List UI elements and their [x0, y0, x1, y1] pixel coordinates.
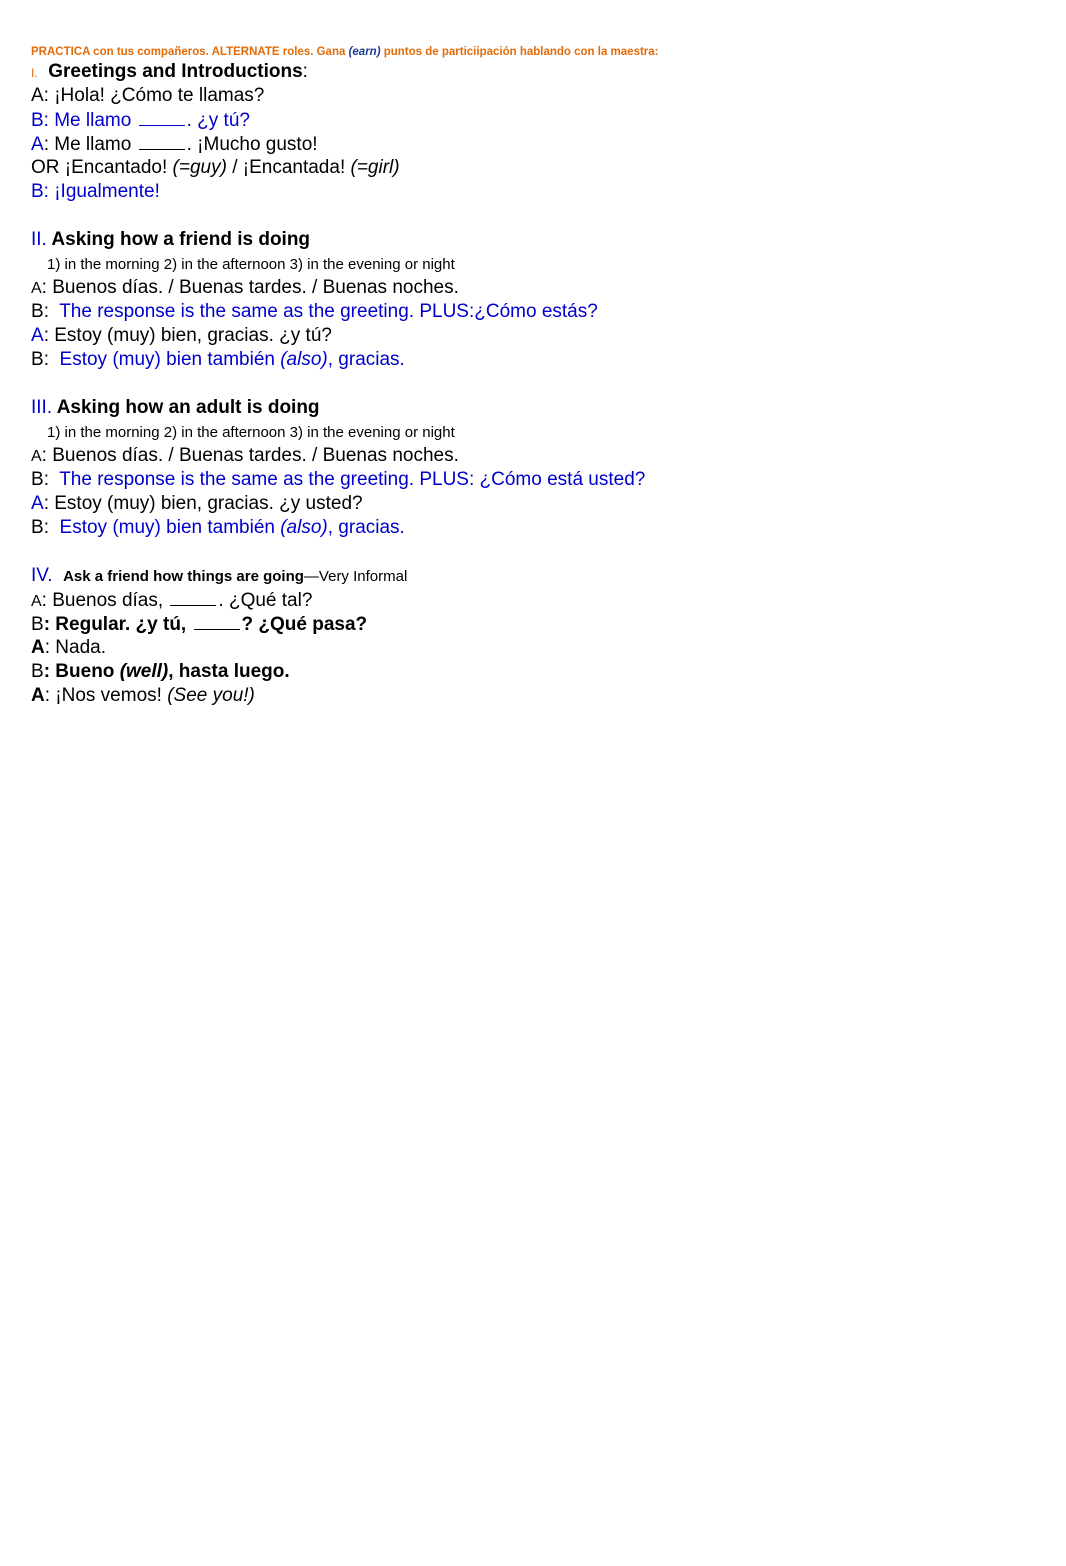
section-1-line-2: B: Me llamo . ¿y tú?	[31, 110, 250, 131]
section-4-line-4: B: Bueno (well), hasta luego.	[31, 661, 290, 682]
section-2-line-2: B: The response is the same as the greeting. PLUS:¿Cómo estás?	[31, 301, 598, 322]
section-4-line-2: B: Regular. ¿y tú, ? ¿Qué pasa?	[31, 614, 368, 635]
section-4-line-1: A: Buenos días, . ¿Qué tal?	[31, 590, 313, 611]
section-2-line-4: B: Estoy (muy) bien también (also), gracias.	[31, 349, 405, 370]
section-3-heading: III. Asking how an adult is doing	[31, 397, 320, 418]
section-2-line-1: A: Buenos días. / Buenas tardes. / Buenas noches.	[31, 277, 459, 298]
fill-blank	[139, 108, 185, 126]
section-3-times: 1) in the morning 2) in the afternoon 3) in the evening or night	[47, 424, 455, 441]
section-3-line-3: A: Estoy (muy) bien, gracias. ¿y usted?	[31, 493, 363, 514]
section-2-line-3: A: Estoy (muy) bien, gracias. ¿y tú?	[31, 325, 332, 346]
fill-blank	[170, 588, 216, 606]
section-4-line-3: A: Nada.	[31, 637, 106, 658]
section-2-times: 1) in the morning 2) in the afternoon 3) in the evening or night	[47, 256, 455, 273]
section-1-heading: I. Greetings and Introductions:	[31, 61, 308, 82]
section-4-heading: IV. Ask a friend how things are going—Very Informal	[31, 565, 408, 586]
section-3-line-4: B: Estoy (muy) bien también (also), gracias.	[31, 517, 405, 538]
section-2-heading: II. Asking how a friend is doing	[31, 229, 311, 250]
fill-blank	[139, 132, 185, 150]
section-3-line-2: B: The response is the same as the greeting. PLUS: ¿Cómo está usted?	[31, 469, 646, 490]
instructions: PRACTICA con tus compañeros. ALTERNATE roles. Gana (earn) puntos de particiipación hablando con la maestra:	[31, 46, 659, 58]
section-4-line-5: A: ¡Nos vemos! (See you!)	[31, 685, 255, 706]
section-1-line-1: A: ¡Hola! ¿Cómo te llamas?	[31, 85, 265, 106]
section-1-line-4: OR ¡Encantado! (=guy) / ¡Encantada! (=girl)	[31, 157, 400, 178]
section-1-line-3: A: Me llamo . ¡Mucho gusto!	[31, 134, 318, 155]
section-3-line-1: A: Buenos días. / Buenas tardes. / Buenas noches.	[31, 445, 459, 466]
fill-blank	[194, 612, 240, 630]
section-1-line-5: B: ¡Igualmente!	[31, 181, 160, 202]
